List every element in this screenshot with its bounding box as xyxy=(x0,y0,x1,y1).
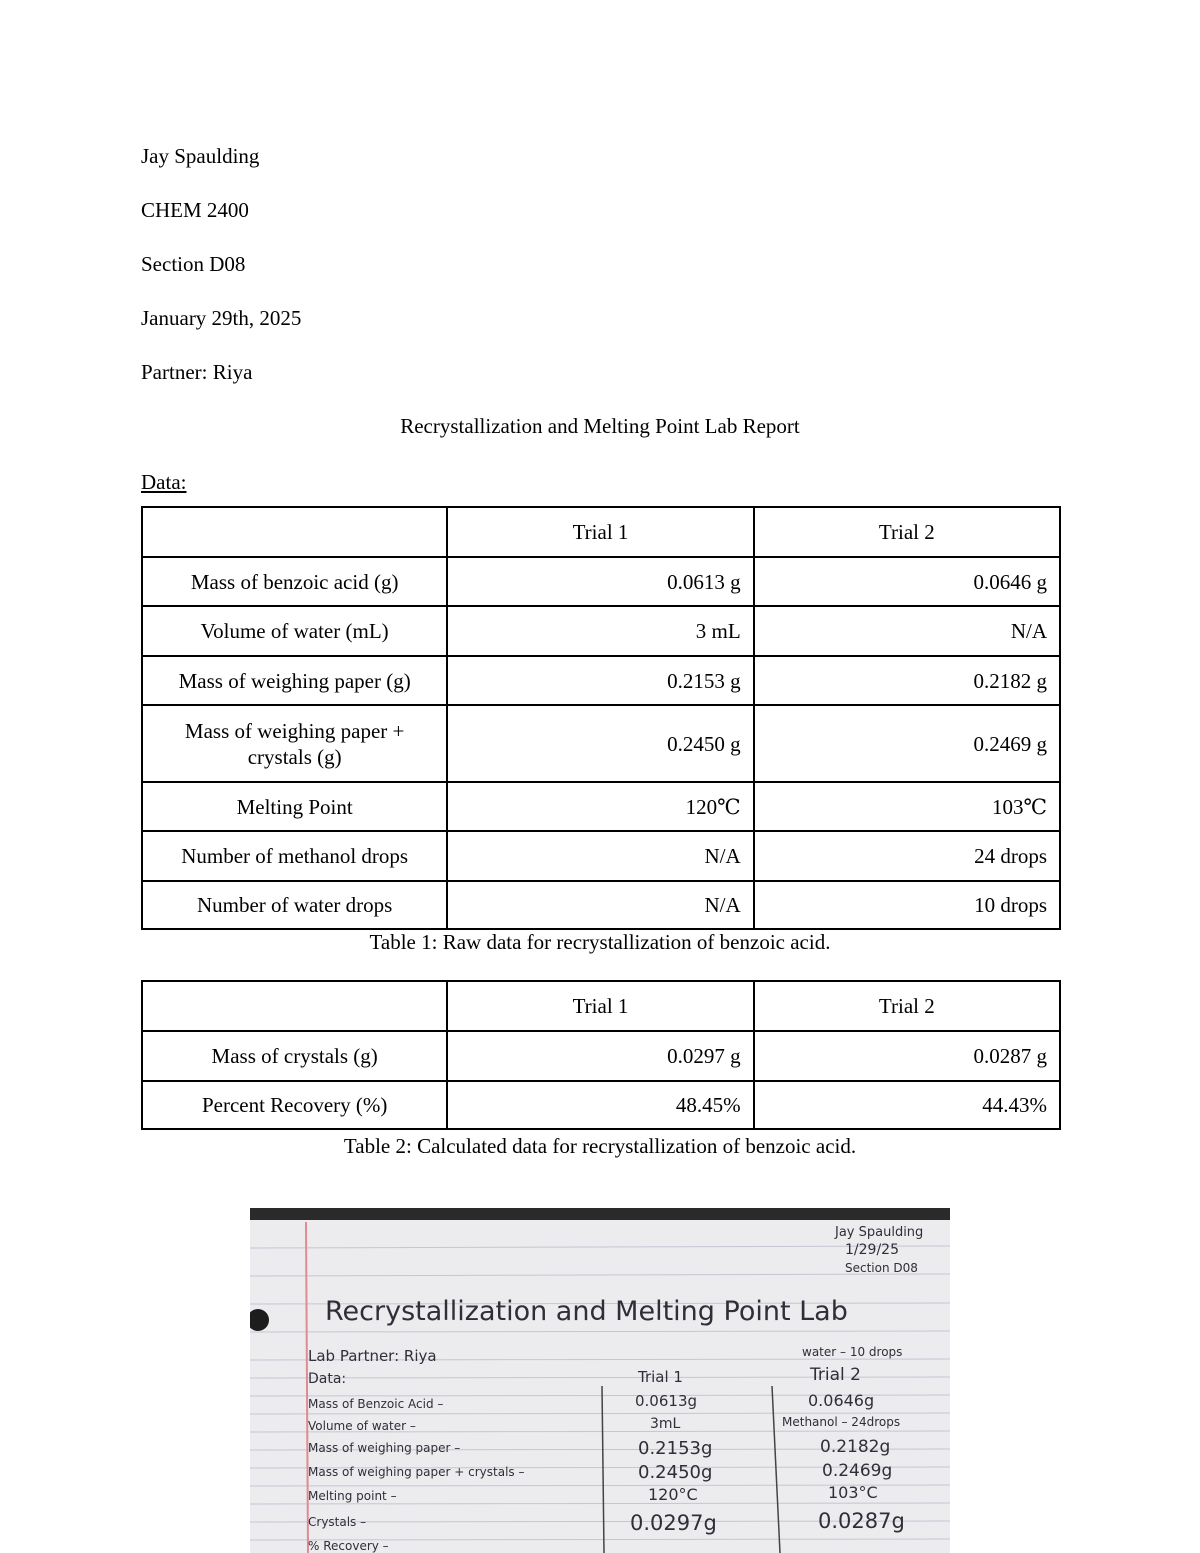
nb-trial2-value: 103°C xyxy=(828,1483,878,1502)
nb-trial1-value: 3mL xyxy=(650,1416,681,1432)
nb-trial2-header: Trial 2 xyxy=(810,1365,861,1385)
nb-trial1-value: 0.2153g xyxy=(638,1438,713,1459)
report-date: January 29th, 2025 xyxy=(141,306,302,330)
nb-heading: Recrystallization and Melting Point Lab xyxy=(325,1296,848,1327)
trial1-value: 0.2450 g xyxy=(447,705,753,782)
nb-trial1-value: 120°C xyxy=(648,1485,698,1504)
nb-row-label: Melting point – xyxy=(308,1489,397,1503)
table-header-cell: Trial 1 xyxy=(447,507,753,557)
table2-caption: Table 2: Calculated data for recrystallization of benzoic acid. xyxy=(343,1134,857,1158)
nb-row-label: Volume of water – xyxy=(308,1419,416,1433)
trial1-value: 120℃ xyxy=(447,782,753,831)
nb-trial1-value: 0.0297g xyxy=(630,1511,717,1535)
row-label: Mass of weighing paper + crystals (g) xyxy=(142,705,447,782)
table-header-cell xyxy=(142,981,447,1031)
raw-data-table xyxy=(141,506,1061,930)
nb-corner-name: Jay Spaulding xyxy=(835,1225,924,1240)
nb-trial1-value: 0.2450g xyxy=(638,1462,713,1483)
nb-data-label: Data: xyxy=(308,1371,347,1387)
report-title: Recrystallization and Melting Point Lab Report xyxy=(400,414,800,438)
nb-trial2-value: Methanol – 24drops xyxy=(782,1415,901,1429)
table-header-cell: Trial 2 xyxy=(754,981,1060,1031)
trial1-value: 0.2153 g xyxy=(447,656,753,705)
nb-row-label: Mass of weighing paper + crystals – xyxy=(308,1465,525,1479)
nb-corner-date: 1/29/25 xyxy=(845,1242,899,1258)
table-row xyxy=(142,1031,1060,1081)
data-section-label: Data: xyxy=(141,470,187,494)
table-row xyxy=(142,606,1060,656)
author-name: Jay Spaulding xyxy=(141,144,260,168)
course-code: CHEM 2400 xyxy=(141,198,249,222)
row-label: Volume of water (mL) xyxy=(142,606,447,656)
trial2-value: 0.0646 g xyxy=(754,557,1060,606)
trial2-value: N/A xyxy=(754,606,1060,656)
nb-water-note: water – 10 drops xyxy=(802,1345,903,1359)
table-header-row xyxy=(142,981,1060,1031)
table-header-cell: Trial 2 xyxy=(754,507,1060,557)
row-label: Number of methanol drops xyxy=(142,831,447,881)
row-label: Melting Point xyxy=(142,782,447,831)
nb-trial1-value: 0.0613g xyxy=(635,1392,698,1410)
trial1-value: N/A xyxy=(447,881,753,929)
trial1-value: 0.0613 g xyxy=(447,557,753,606)
trial1-value: 48.45% xyxy=(447,1081,753,1129)
nb-row-label: % Recovery – xyxy=(308,1539,389,1553)
table-header-cell xyxy=(142,507,447,557)
table-row xyxy=(142,557,1060,606)
nb-corner-section: Section D08 xyxy=(845,1261,918,1275)
table-row xyxy=(142,831,1060,881)
nb-trial2-value: 0.2469g xyxy=(822,1461,893,1481)
section-number: Section D08 xyxy=(141,252,246,276)
nb-row-label: Mass of weighing paper – xyxy=(308,1441,461,1455)
row-label: Percent Recovery (%) xyxy=(142,1081,447,1129)
trial2-value: 0.0287 g xyxy=(754,1031,1060,1081)
trial2-value: 44.43% xyxy=(754,1081,1060,1129)
notebook-photo xyxy=(250,1208,950,1553)
table-header-cell: Trial 1 xyxy=(447,981,753,1031)
table-row xyxy=(142,881,1060,929)
trial2-value: 103℃ xyxy=(754,782,1060,831)
row-label: Mass of benzoic acid (g) xyxy=(142,557,447,606)
nb-row-label: Mass of Benzoic Acid – xyxy=(308,1397,444,1411)
trial2-value: 0.2469 g xyxy=(754,705,1060,782)
row-label: Mass of crystals (g) xyxy=(142,1031,447,1081)
calculated-data-table xyxy=(141,980,1061,1130)
table-row xyxy=(142,705,1060,782)
photo-top-edge xyxy=(250,1208,950,1222)
trial2-value: 0.2182 g xyxy=(754,656,1060,705)
nb-trial2-value: 0.0646g xyxy=(808,1391,875,1410)
notebook-photo-drawing xyxy=(250,1208,950,1553)
row-label: Number of water drops xyxy=(142,881,447,929)
table-row xyxy=(142,782,1060,831)
nb-trial2-value: 0.2182g xyxy=(820,1437,891,1457)
trial2-value: 10 drops xyxy=(754,881,1060,929)
trial1-value: N/A xyxy=(447,831,753,881)
nb-partner: Lab Partner: Riya xyxy=(308,1347,437,1365)
table1-caption: Table 1: Raw data for recrystallization of benzoic acid. xyxy=(369,930,831,954)
lab-partner: Partner: Riya xyxy=(141,360,253,384)
nb-row-label: Crystals – xyxy=(308,1515,367,1529)
table-row xyxy=(142,1081,1060,1129)
table-header-row xyxy=(142,507,1060,557)
nb-trial1-header: Trial 1 xyxy=(638,1368,683,1386)
table-row xyxy=(142,656,1060,705)
trial1-value: 3 mL xyxy=(447,606,753,656)
row-label: Mass of weighing paper (g) xyxy=(142,656,447,705)
trial1-value: 0.0297 g xyxy=(447,1031,753,1081)
nb-trial2-value: 0.0287g xyxy=(818,1509,905,1533)
trial2-value: 24 drops xyxy=(754,831,1060,881)
